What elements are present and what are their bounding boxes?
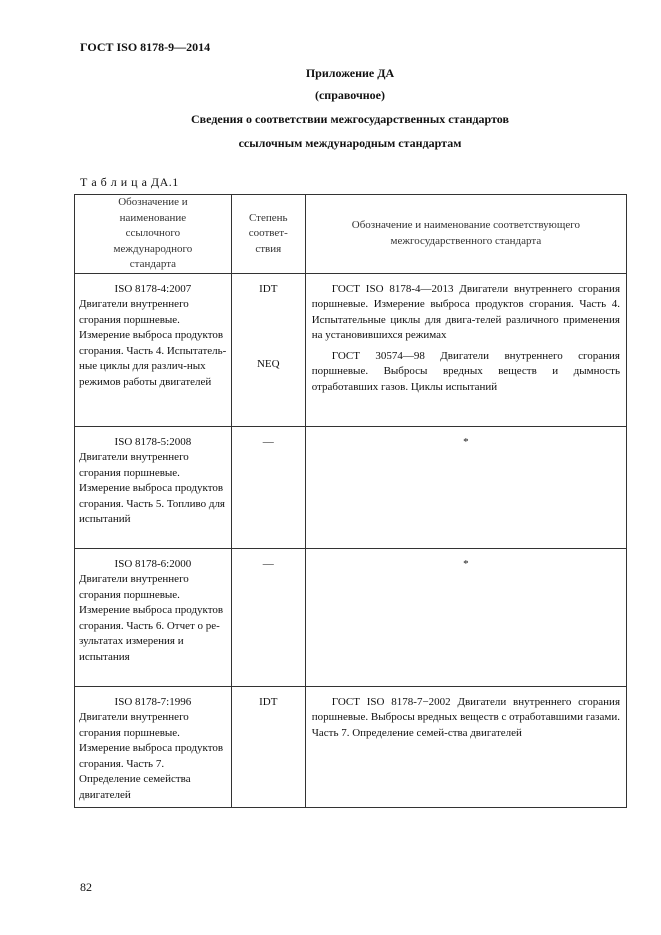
table-row [75,548,627,686]
page-number: 82 [80,880,92,894]
column-header-international: Обозначение и наименование ссылочного международного стандарта [75,195,232,274]
degree-value: IDT [259,695,278,708]
standard-code: ISO 8178-4:2007 [114,282,192,295]
table-label: Т а б л и ц а ДА.1 [80,175,179,189]
degree-value: — [262,557,274,570]
degree-cell [231,426,305,548]
appendix-heading-line2: ссылочным международным стандартам [238,136,462,150]
interstate-standard-text: ГОСТ ISO 8178-4—2013 Двигатели внутреннего сгорания поршневые. Измерение выброса продуктов сгорания. Часть 4. Испытательные циклы для двига-телей различного применения на установившихся режимах [311,282,620,341]
standard-name: Двигатели внутреннего сгорания поршневые. Измерение выброса продуктов сгорания. Часть 6. Отчет о ре-зультатах измерения и испытания [79,573,224,663]
appendix-title: Приложение ДА [305,66,395,80]
appendix-heading-line1: Сведения о соответствии межгосударственных стандартов [191,112,509,126]
interstate-standard-cell [305,273,626,426]
standard-name: Двигатели внутреннего сгорания поршневые. Измерение выброса продуктов сгорания. Часть 7. Определение семейства двигателей [79,711,224,801]
interstate-standard-cell [305,548,626,686]
correspondence-table [74,194,627,808]
table-row [75,273,627,426]
table-row [75,426,627,548]
document-header: ГОСТ ISO 8178-9—2014 [80,40,211,54]
column-header-degree: Степень соответ-ствия [231,195,305,274]
appendix-type: (справочное) [314,88,385,102]
column-header-interstate: Обозначение и наименование соответствующего межгосударственного стандарта [305,195,626,274]
international-standard-cell [75,426,232,548]
degree-value: IDT [259,282,278,295]
international-standard-cell [75,548,232,686]
interstate-standard-cell [305,426,626,548]
standard-code: ISO 8178-6:2000 [114,557,192,570]
degree-value: — [262,435,274,448]
degree-value: NEQ [256,358,280,370]
interstate-standard-text: ГОСТ 30574—98 Двигатели внутреннего сгорания поршневые. Выбросы вредных веществ и дымность отработавших газов. Циклы испытаний [311,349,620,393]
table-header-row [75,195,627,274]
degree-cell [231,273,305,426]
international-standard-cell [75,273,232,426]
interstate-standard-text: * [463,557,469,570]
international-standard-cell [75,686,232,808]
table-row [75,686,627,808]
degree-cell [231,686,305,808]
standard-code: ISO 8178-5:2008 [114,435,192,448]
standard-code: ISO 8178-7:1996 [114,695,192,708]
standard-name: Двигатели внутреннего сгорания поршневые. Измерение выброса продуктов сгорания. Часть 5. Топливо для испытаний [79,451,225,525]
interstate-standard-text: ГОСТ ISO 8178-7−2002 Двигатели внутреннего сгорания поршневые. Выбросы вредных веществ с отработавшими газами. Часть 7. Определение семей-ства двигателей [311,695,620,739]
interstate-standard-text: * [463,435,469,448]
interstate-standard-cell [305,686,626,808]
standard-name: Двигатели внутреннего сгорания поршневые. Измерение выброса продуктов сгорания. Часть 4. Испытатель-ные циклы для различ-ных режимов работы двигателей [79,298,227,388]
degree-cell [231,548,305,686]
